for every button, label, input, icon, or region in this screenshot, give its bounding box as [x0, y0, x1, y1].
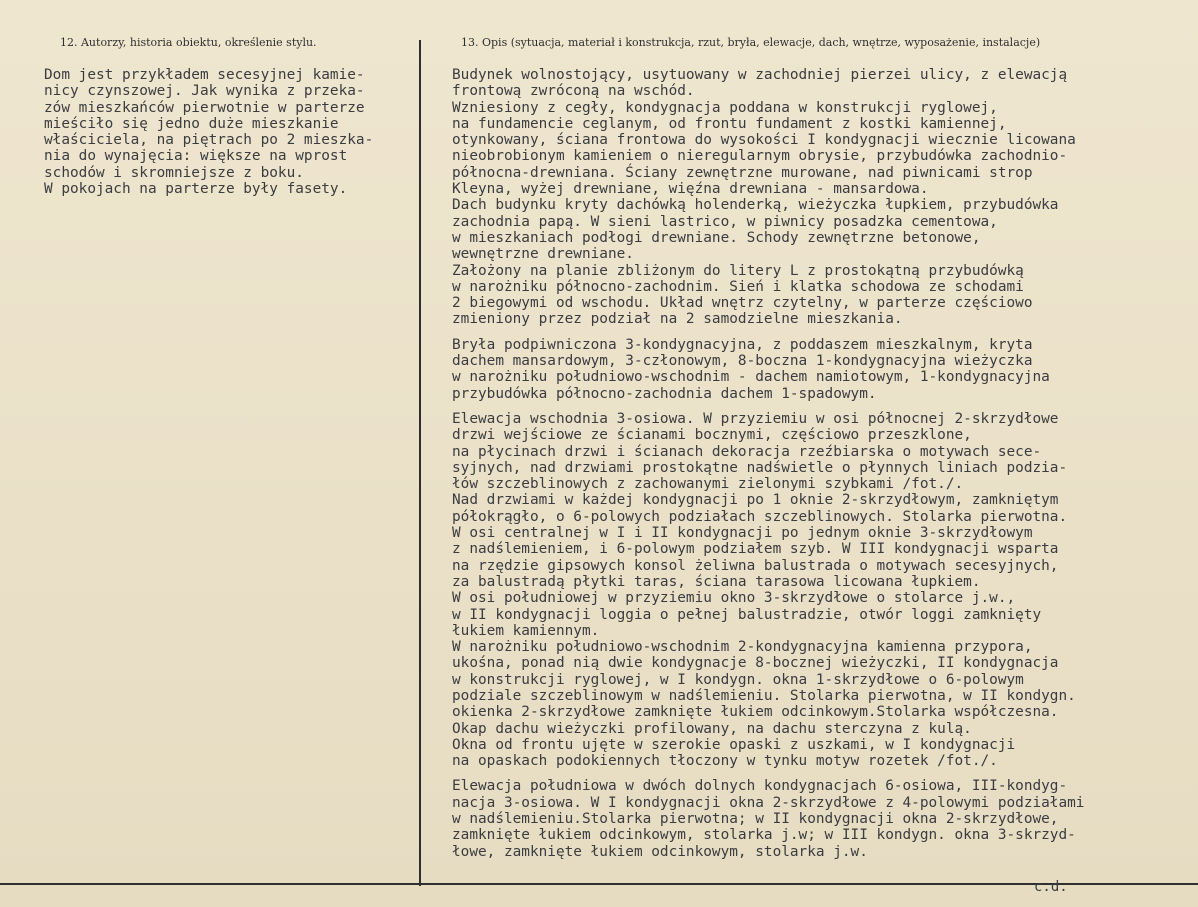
text-line: Okna od frontu ujęte w szerokie opaski z uszkami, w I kondygnacji [452, 736, 1016, 753]
text-line: Dom jest przykładem secesyjnej kamie- [44, 67, 365, 83]
text-line: schodów i skromniejsze z boku. [44, 164, 304, 181]
text-line: frontową zwróconą na wschód. [452, 83, 695, 100]
description-paragraph [452, 67, 1084, 328]
text-line: Okap dachu wieżyczki profilowany, na dachu sterczyna z kulą. [452, 720, 972, 737]
text-line: w nadślemieniu.Stolarka pierwotna; w II kondygnacji okna 2-skrzydłowe, [452, 811, 1059, 828]
history-column [44, 67, 373, 197]
text-line: w konstrukcji ryglowej, w I kondygn. okna 1-skrzydłowe o 6-polowym [452, 671, 1024, 688]
text-line: półokrągło, o 6-polowych podziałach szczeblinowych. Stolarka pierwotna. [452, 508, 1068, 525]
text-line: W osi południowej w przyziemiu okno 3-skrzydłowe o stolarce j.w., [452, 590, 1016, 607]
text-line: z nadślemieniem, i 6-polowym podziałem szyb. W III kondygnacji wsparta [452, 541, 1059, 558]
text-line: okienka 2-skrzydłowe zamknięte łukiem odcinkowym.Stolarka współczesna. [452, 704, 1059, 721]
text-line: mieściło się jedno duże mieszkanie [44, 115, 339, 132]
text-line: podziale szczeblinowym w nadślemieniu. Stolarka pierwotna, w II kondygn. [452, 687, 1076, 704]
text-line: w narożniku północno-zachodnim. Sień i klatka schodowa ze schodami [452, 278, 1024, 295]
text-line: 2 biegowymi od wschodu. Układ wnętrz czytelny, w parterze częściowo [452, 295, 1033, 312]
text-line: Elewacja południowa w dwóch dolnych kondygnacjach 6-osiowa, III-kondyg- [452, 778, 1068, 795]
section-12-header: 12. Autorzy, historia obiektu, określenie stylu. [60, 36, 317, 49]
text-line: na opaskach podokiennych tłoczony w tynku motyw rozetek /fot./. [452, 753, 998, 770]
description-column [452, 67, 1084, 860]
text-line: otynkowany, ściana frontowa do wysokości I kondygnacji wiecznie licowana [452, 132, 1076, 149]
text-line: za balustradą płytki taras, ściana tarasowa licowana łupkiem. [452, 573, 981, 590]
description-paragraph [452, 411, 1084, 770]
text-line: Nad drzwiami w każdej kondygnacji po 1 oknie 2-skrzydłowym, zamkniętym [452, 492, 1059, 509]
text-line: Kleyna, wyżej drewniane, więźna drewniana - mansardowa. [452, 181, 929, 198]
text-line: Wzniesiony z cegły, kondygnacja poddana w konstrukcji ryglowej, [452, 99, 998, 116]
text-line: na płycinach drzwi i ścianach dekoracja rzeźbiarska o motywach sece- [452, 443, 1042, 460]
text-line: na rzędzie gipsowych konsol żeliwna balustrada o motywach secesyjnych, [452, 557, 1059, 574]
description-paragraph [452, 778, 1084, 859]
text-line: dachem mansardowym, 3-członowym, 8-boczna 1-kondygnacyjna wieżyczka [452, 353, 1033, 370]
text-line: nieobrobionym kamieniem o nieregularnym obrysie, przybudówka zachodnio- [452, 148, 1068, 165]
text-line: nacja 3-osiowa. W I kondygnacji okna 2-skrzydłowe z 4-polowymi podziałami [452, 794, 1085, 811]
text-line: w mieszkaniach podłogi drewniane. Schody zewnętrzne betonowe, [452, 229, 981, 246]
text-line: ukośna, ponad nią dwie kondygnacje 8-bocznej wieżyczki, II kondygnacja [452, 655, 1059, 672]
text-line: zamknięte łukiem odcinkowym, stolarka j.w; w III kondygn. okna 3-skrzyd- [452, 827, 1076, 844]
text-line: syjnych, nad drzwiami prostokątne nadświetle o płynnych liniach podzia- [452, 459, 1068, 476]
text-line: łów szczeblinowych z zachowanymi zielonymi szybkami /fot./. [452, 476, 964, 493]
section-13-header: 13. Opis (sytuacja, materiał i konstrukcja, rzut, bryła, elewacje, dach, wnętrze, wyposażenie, instalacje) [461, 36, 1041, 49]
text-line: zachodnia papą. W sieni lastrico, w piwnicy posadzka cementowa, [452, 213, 998, 230]
text-line: W pokojach na parterze były fasety. [44, 181, 348, 198]
text-line: W osi centralnej w I i II kondygnacji po jednym oknie 3-skrzydłowym [452, 525, 1033, 542]
text-line: Bryła podpiwniczona 3-kondygnacyjna, z poddaszem mieszkalnym, kryta [452, 336, 1033, 353]
text-line: łowe, zamknięte łukiem odcinkowym, stolarka j.w. [452, 843, 868, 860]
text-line: Dach budynku kryty dachówką holenderką, wieżyczka łupkiem, przybudówka [452, 197, 1059, 214]
text-line: nia do wynajęcia: większe na wprost [44, 148, 348, 165]
text-line: w II kondygnacji loggia o pełnej balustradzie, otwór loggi zamknięty [452, 606, 1042, 623]
text-line: właściciela, na piętrach po 2 mieszka- [44, 132, 374, 149]
text-line: przybudówka północno-zachodnia dachem 1-spadowym. [452, 385, 877, 402]
text-line: drzwi wejściowe ze ścianami bocznymi, częściowo przeszklone, [452, 427, 972, 444]
text-line: północna-drewniana. Ściany zewnętrzne murowane, nad piwnicami strop [452, 164, 1033, 181]
text-line: zmieniony przez podział na 2 samodzielne mieszkania. [452, 311, 903, 328]
description-paragraph [452, 337, 1084, 402]
text-line: Założony na planie zbliżonym do litery L z prostokątną przybudówką [452, 262, 1024, 279]
continuation-mark: c.d. [1034, 879, 1068, 895]
text-line: Budynek wolnostojący, usytuowany w zachodniej pierzei ulicy, z elewacją [452, 67, 1068, 83]
text-line: łukiem kamiennym. [452, 622, 600, 639]
bottom-rule [0, 883, 1198, 885]
text-line: w narożniku południowo-wschodnim - dachem namiotowym, 1-kondygnacyjna [452, 369, 1050, 386]
text-line: W narożniku południowo-wschodnim 2-kondygnacyjna kamienna przypora, [452, 639, 1033, 656]
column-divider [419, 40, 421, 886]
text-line: zów mieszkańców pierwotnie w parterze [44, 99, 365, 116]
text-line: Elewacja wschodnia 3-osiowa. W przyziemiu w osi północnej 2-skrzydłowe [452, 410, 1059, 427]
text-line: wewnętrzne drewniane. [452, 246, 634, 263]
text-line: nicy czynszowej. Jak wynika z przeka- [44, 83, 365, 100]
text-line: na fundamencie ceglanym, od frontu fundament z kostki kamiennej, [452, 115, 1007, 132]
